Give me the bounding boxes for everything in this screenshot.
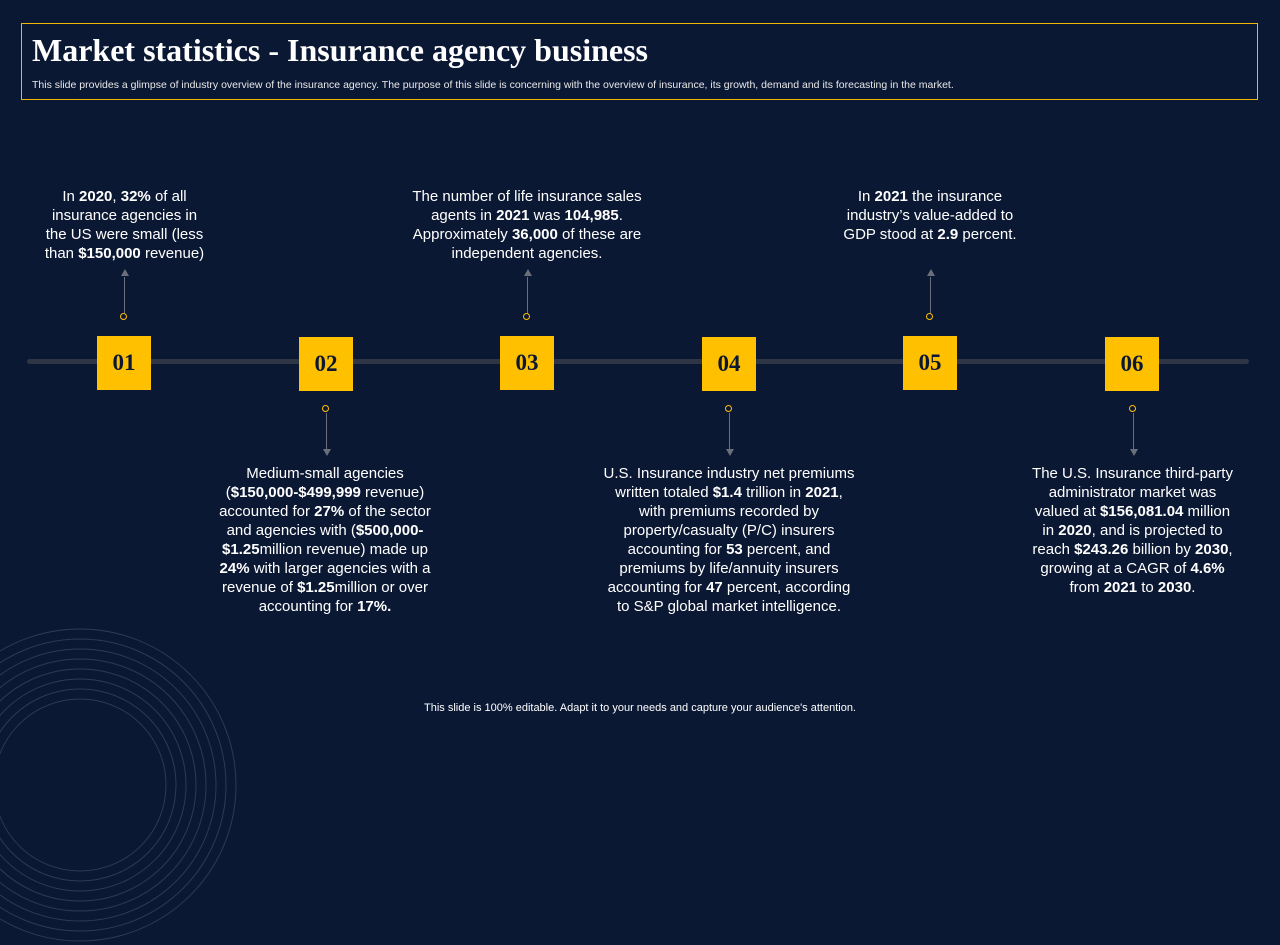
step-text-line bbox=[387, 244, 667, 263]
text-run: percent. bbox=[958, 226, 1017, 243]
step-text-line bbox=[579, 540, 879, 559]
text-run: Approximately bbox=[412, 226, 512, 243]
text-run: insurance agencies in bbox=[51, 207, 198, 224]
step-text-line bbox=[579, 597, 879, 616]
highlight-value: 104,985 bbox=[564, 207, 619, 224]
step-text-line bbox=[387, 187, 667, 206]
text-run: independent agencies. bbox=[451, 245, 603, 262]
step-text-04 bbox=[579, 464, 879, 616]
text-run: with larger agencies with a bbox=[249, 560, 431, 577]
text-run: reach bbox=[1032, 541, 1075, 558]
text-run: revenue) bbox=[360, 484, 425, 501]
text-run: revenue) bbox=[140, 245, 205, 262]
step-badge-05: 05 bbox=[903, 336, 957, 390]
step-text-line bbox=[1010, 540, 1255, 559]
highlight-value: 2021 bbox=[874, 188, 908, 205]
text-run: of these are bbox=[557, 226, 642, 243]
text-run: valued at bbox=[1034, 503, 1100, 520]
step-text-line bbox=[22, 225, 227, 244]
highlight-value: $243.26 bbox=[1074, 541, 1129, 558]
text-run: In bbox=[857, 188, 875, 205]
step-text-line bbox=[22, 206, 227, 225]
text-run: accounted for bbox=[219, 503, 315, 520]
text-run: ( bbox=[225, 484, 231, 501]
step-text-line bbox=[22, 244, 227, 263]
step-badge-06: 06 bbox=[1105, 337, 1159, 391]
step-text-line bbox=[22, 187, 227, 206]
step-text-line bbox=[200, 483, 450, 502]
highlight-value: 2030 bbox=[1195, 541, 1229, 558]
highlight-value: $500,000- bbox=[355, 522, 424, 539]
step-badge-04: 04 bbox=[702, 337, 756, 391]
step-badge-03: 03 bbox=[500, 336, 554, 390]
text-run: U.S. Insurance industry net premiums bbox=[603, 465, 855, 482]
highlight-value: $150,000-$499,999 bbox=[230, 484, 361, 501]
highlight-value: $1.25 bbox=[297, 579, 335, 596]
text-run: billion by bbox=[1128, 541, 1196, 558]
text-run: was bbox=[529, 207, 565, 224]
text-run: revenue of bbox=[222, 579, 298, 596]
text-run: of the sector bbox=[344, 503, 431, 520]
step-text-line bbox=[200, 559, 450, 578]
text-run: , bbox=[112, 188, 121, 205]
step-text-line bbox=[200, 578, 450, 597]
text-run: and agencies with ( bbox=[226, 522, 356, 539]
highlight-value: 47 bbox=[706, 579, 723, 596]
text-run: accounting for bbox=[258, 598, 358, 615]
highlight-value: $156,081.04 bbox=[1099, 503, 1184, 520]
slide-subtitle: This slide provides a glimpse of industry overview of the insurance agency. The purpose of this slide is concerning with the overview of insurance, its growth, demand and its forecasting in the market. bbox=[32, 79, 954, 91]
step-text-01 bbox=[22, 187, 227, 263]
text-run: , and is projected to bbox=[1091, 522, 1223, 539]
highlight-value: 24% bbox=[219, 560, 250, 577]
highlight-value: 53 bbox=[726, 541, 743, 558]
text-run: than bbox=[44, 245, 79, 262]
highlight-value: 32% bbox=[120, 188, 151, 205]
step-text-line bbox=[579, 502, 879, 521]
step-text-05 bbox=[820, 187, 1040, 244]
text-run: the US were small (less bbox=[45, 226, 204, 243]
highlight-value: 36,000 bbox=[511, 226, 558, 243]
highlight-value: 27% bbox=[314, 503, 345, 520]
step-text-line bbox=[1010, 521, 1255, 540]
step-text-line bbox=[1010, 483, 1255, 502]
text-run: in bbox=[1042, 522, 1059, 539]
text-run: to S&P global market intelligence. bbox=[616, 598, 842, 615]
slide-title: Market statistics - Insurance agency business bbox=[32, 32, 648, 68]
highlight-value: $1.25 bbox=[222, 541, 260, 558]
step-text-line bbox=[1010, 502, 1255, 521]
text-run: administrator market was bbox=[1048, 484, 1217, 501]
step-text-line bbox=[820, 187, 1040, 206]
text-run: to bbox=[1137, 579, 1158, 596]
step-text-line bbox=[1010, 578, 1255, 597]
text-run: GDP stood at bbox=[843, 226, 938, 243]
text-run: , bbox=[838, 484, 843, 501]
text-run: accounting for bbox=[627, 541, 727, 558]
step-text-line bbox=[579, 578, 879, 597]
text-run: , bbox=[1228, 541, 1233, 558]
highlight-value: 2021 bbox=[805, 484, 839, 501]
step-text-line bbox=[579, 521, 879, 540]
step-text-line bbox=[200, 521, 450, 540]
text-run: . bbox=[618, 207, 623, 224]
highlight-value: 2021 bbox=[1103, 579, 1138, 596]
highlight-value: 4.6% bbox=[1190, 560, 1225, 577]
text-run: growing at a CAGR of bbox=[1040, 560, 1191, 577]
text-run: accounting for bbox=[607, 579, 707, 596]
text-run: written totaled bbox=[615, 484, 713, 501]
step-text-line bbox=[200, 597, 450, 616]
highlight-value: 2020 bbox=[1058, 522, 1092, 539]
step-text-line bbox=[200, 540, 450, 559]
step-text-02 bbox=[200, 464, 450, 616]
text-run: million or over bbox=[334, 579, 428, 596]
step-text-line bbox=[1010, 464, 1255, 483]
text-run: of all bbox=[150, 188, 187, 205]
highlight-value: 2030 bbox=[1157, 579, 1192, 596]
step-text-line bbox=[579, 559, 879, 578]
timeline-line bbox=[27, 359, 1249, 364]
highlight-value: $1.4 bbox=[712, 484, 742, 501]
highlight-value: 17%. bbox=[357, 598, 392, 615]
text-run: The number of life insurance sales bbox=[412, 188, 642, 205]
decorative-circles-icon bbox=[0, 625, 240, 945]
text-run: The U.S. Insurance third-party bbox=[1032, 465, 1233, 482]
text-run: industry’s value-added to bbox=[846, 207, 1014, 224]
text-run: trillion in bbox=[741, 484, 806, 501]
step-badge-02: 02 bbox=[299, 337, 353, 391]
slide-footer: This slide is 100% editable. Adapt it to your needs and capture your audience's attention. bbox=[424, 702, 856, 714]
text-run: . bbox=[1191, 579, 1196, 596]
step-text-line bbox=[200, 502, 450, 521]
step-badge-01: 01 bbox=[97, 336, 151, 390]
highlight-value: 2.9 bbox=[937, 226, 959, 243]
step-text-line bbox=[1010, 559, 1255, 578]
step-text-06 bbox=[1010, 464, 1255, 597]
text-run: percent, according bbox=[722, 579, 851, 596]
step-text-line bbox=[579, 464, 879, 483]
text-run: with premiums recorded by bbox=[638, 503, 820, 520]
step-text-line bbox=[387, 225, 667, 244]
text-run: percent, and bbox=[742, 541, 831, 558]
text-run: Medium-small agencies bbox=[246, 465, 404, 482]
step-text-line bbox=[200, 464, 450, 483]
highlight-value: 2021 bbox=[496, 207, 530, 224]
text-run: premiums by life/annuity insurers bbox=[619, 560, 839, 577]
text-run: the insurance bbox=[907, 188, 1003, 205]
text-run: property/casualty (P/C) insurers bbox=[623, 522, 835, 539]
step-text-03 bbox=[387, 187, 667, 263]
highlight-value: 2020 bbox=[79, 188, 113, 205]
step-text-line bbox=[820, 206, 1040, 225]
text-run: million revenue) made up bbox=[259, 541, 428, 558]
step-text-line bbox=[820, 225, 1040, 244]
text-run: agents in bbox=[431, 207, 497, 224]
text-run: million bbox=[1183, 503, 1231, 520]
text-run: In bbox=[62, 188, 80, 205]
step-text-line bbox=[579, 483, 879, 502]
highlight-value: $150,000 bbox=[78, 245, 141, 262]
text-run: from bbox=[1069, 579, 1104, 596]
step-text-line bbox=[387, 206, 667, 225]
